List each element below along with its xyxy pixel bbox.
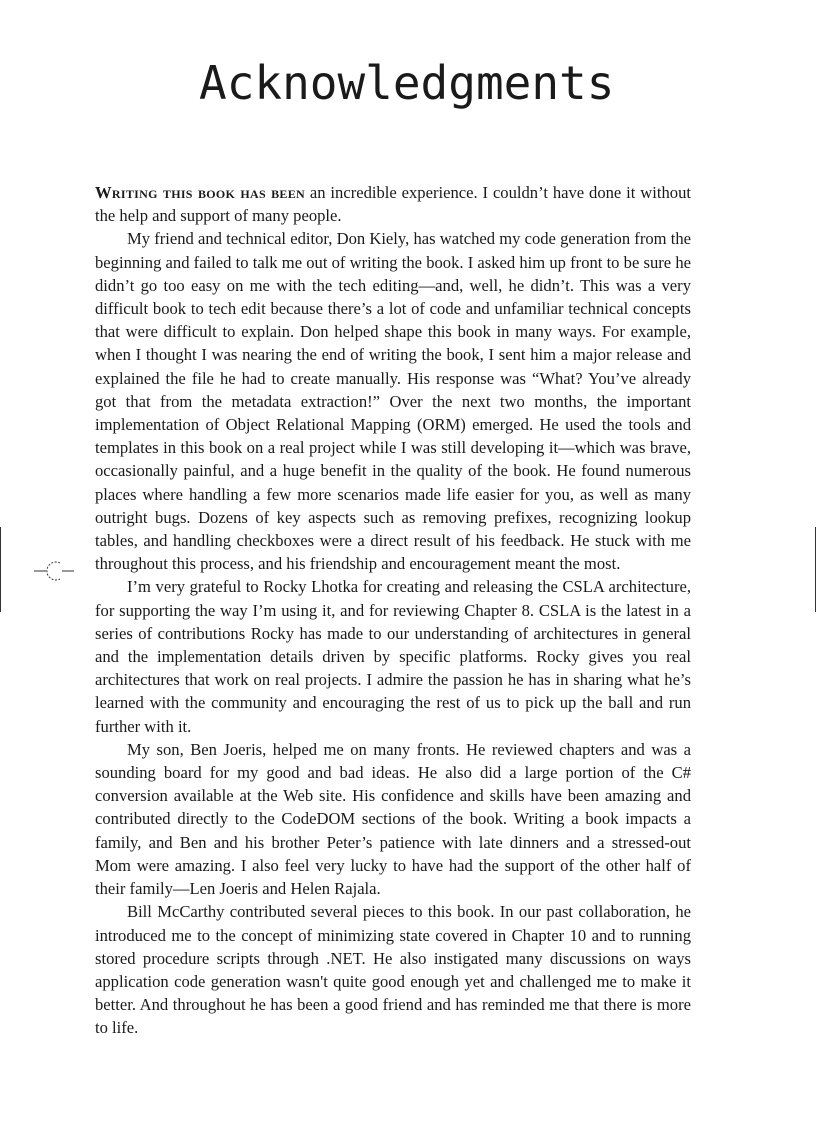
page-title: Acknowledgments (199, 56, 615, 110)
paragraph-don-kiely: My friend and technical editor, Don Kiely, has watched my code generation from the beginning and failed to talk me out of writing the book. I asked him up front to be sure he didn’t go too easy on me with the tech editing—and, well, he didn’t. This was a very difficult book to tech edit because there’s a lot of code and unfamiliar technical concepts that were difficult to explain. Don helped shape this book in many ways. For example, when I thought I was nearing the end of writing the book, I sent him a major release and explained the file he had to create manually. His response was “What? You’ve already got that from the metadata extraction!” Over the next two months, the important implementation of Object Relational Mapping (ORM) emerged. He used the tools and templates in this book on a real project while I was still developing it—which was brave, occasionally painful, and a huge benefit in the quality of the book. He found numerous places where handling a few more scenarios made life easier for you, as well as many outright bugs. Dozens of key aspects such as removing prefixes, recognizing lookup tables, and handling checkboxes were a direct result of his feedback. He stuck with me throughout this process, and his friendship and encouragement meant the most. (95, 229, 691, 574)
paragraph-rocky-lhotka: I’m very grateful to Rocky Lhotka for creating and releasing the CSLA architecture, for supporting the way I’m using it, and for reviewing Chapter 8. CSLA is the latest in a series of contributions Rocky has made to our understanding of architectures in general and the implementation details driven by specific platforms. Rocky gives you real architectures that work on real projects. I admire the passion he has in sharing what he’s learned with the community and encouraging the rest of us to pick up the ball and run further with it. (95, 577, 691, 736)
paragraph-bill-mccarthy: Bill McCarthy contributed several pieces to this book. In our past collaboration, he introduced me to the concept of minimizing state covered in Chapter 10 and to running stored procedure scripts through .NET. He also instigated many discussions on ways application code generation wasn't quite good enough yet and challenged me to make it better. And throughout he has been a good friend and has reminded me that there is more to life. (95, 902, 691, 1038)
body-text (95, 181, 691, 1040)
intro-rest: an incredible experience. I couldn’t have done it without the help and support of many people. (95, 183, 691, 226)
registration-mark-icon (34, 559, 74, 589)
paragraph-ben-joeris: My son, Ben Joeris, helped me on many fronts. He reviewed chapters and was a sounding board for my good and bad ideas. He also did a large portion of the C# conversion available at the Web site. His confidence and skills have been amazing and contributed directly to the CodeDOM sections of the book. Writing a book impacts a family, and Ben and his brother Peter’s patience with late dinners and a stressed-out Mom were amazing. I also feel very lucky to have had the support of the other half of their family—Len Joeris and Helen Rajala. (95, 739, 691, 899)
intro-lead: Writing this book has been (95, 183, 305, 202)
crop-mark-left (0, 527, 1, 612)
intro-paragraph (95, 181, 691, 227)
